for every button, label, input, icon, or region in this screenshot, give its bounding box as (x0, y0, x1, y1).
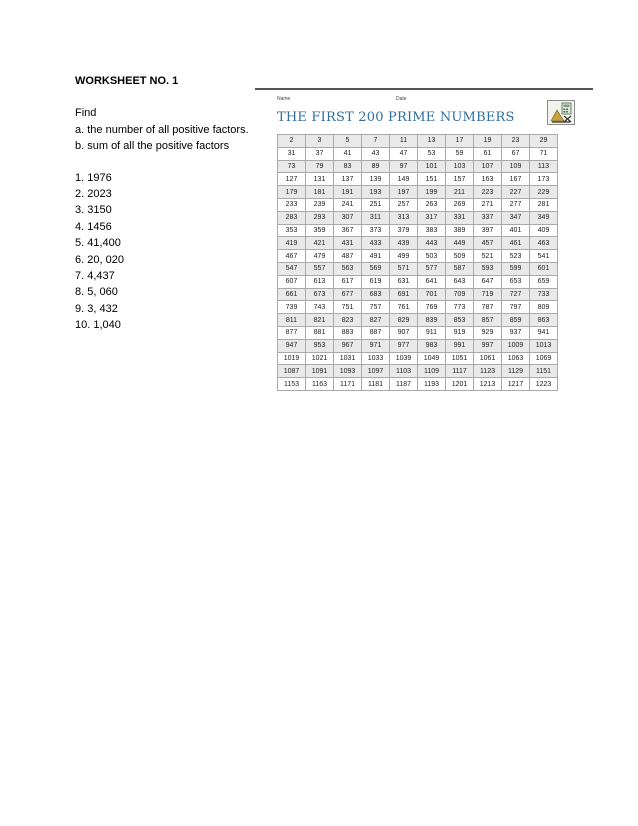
worksheet-title: WORKSHEET NO. 1 (75, 75, 179, 87)
prime-cell: 463 (530, 237, 558, 250)
prime-cell: 631 (390, 275, 418, 288)
prime-cell: 59 (446, 147, 474, 160)
prime-cell: 641 (418, 275, 446, 288)
prime-cell: 619 (362, 275, 390, 288)
prime-row (278, 147, 558, 160)
prime-cell: 173 (530, 173, 558, 186)
prime-cell: 373 (362, 224, 390, 237)
prime-cell: 751 (334, 301, 362, 314)
prime-row (278, 198, 558, 211)
prime-cell: 1051 (446, 352, 474, 365)
prime-cell: 101 (418, 160, 446, 173)
prime-cell: 347 (502, 211, 530, 224)
prime-cell: 719 (474, 288, 502, 301)
prime-cell: 601 (530, 262, 558, 275)
prime-cell: 397 (474, 224, 502, 237)
prime-cell: 881 (306, 326, 334, 339)
prime-cell: 281 (530, 198, 558, 211)
prime-cell: 971 (362, 339, 390, 352)
prime-row (278, 173, 558, 186)
prime-cell: 1201 (446, 378, 474, 391)
prime-cell: 89 (362, 160, 390, 173)
prime-cell: 113 (530, 160, 558, 173)
prime-cell: 941 (530, 326, 558, 339)
prime-cell: 1129 (502, 365, 530, 378)
prime-cell: 809 (530, 301, 558, 314)
prime-cell: 563 (334, 262, 362, 275)
prime-cell: 827 (362, 314, 390, 327)
prime-cell: 419 (278, 237, 306, 250)
prime-cell: 569 (362, 262, 390, 275)
prime-cell: 911 (418, 326, 446, 339)
prime-cell: 71 (530, 147, 558, 160)
prime-cell: 773 (446, 301, 474, 314)
prime-cell: 1039 (390, 352, 418, 365)
prime-numbers-table (277, 134, 558, 391)
prime-cell: 433 (362, 237, 390, 250)
prime-row (278, 339, 558, 352)
prime-row (278, 378, 558, 391)
prime-cell: 193 (362, 186, 390, 199)
prime-cell: 37 (306, 147, 334, 160)
prime-cell: 743 (306, 301, 334, 314)
prime-cell: 701 (418, 288, 446, 301)
prime-cell: 953 (306, 339, 334, 352)
prime-cell: 47 (390, 147, 418, 160)
prime-cell: 797 (502, 301, 530, 314)
prime-cell: 1117 (446, 365, 474, 378)
prime-row (278, 288, 558, 301)
prime-cell: 557 (306, 262, 334, 275)
prime-cell: 877 (278, 326, 306, 339)
prime-cell: 1013 (530, 339, 558, 352)
problem-item: 4. 1456 (75, 220, 112, 233)
prime-cell: 139 (362, 173, 390, 186)
instruction-line: b. sum of all the positive factors (75, 140, 230, 153)
prime-cell: 1109 (418, 365, 446, 378)
prime-cell: 19 (474, 135, 502, 148)
prime-cell: 479 (306, 250, 334, 263)
prime-cell: 997 (474, 339, 502, 352)
prime-cell: 149 (390, 173, 418, 186)
problem-item: 9. 3, 432 (75, 302, 118, 315)
prime-cell: 401 (502, 224, 530, 237)
prime-cell: 7 (362, 135, 390, 148)
prime-cell: 887 (362, 326, 390, 339)
prime-row (278, 262, 558, 275)
prime-cell: 41 (334, 147, 362, 160)
prime-cell: 653 (502, 275, 530, 288)
prime-cell: 337 (474, 211, 502, 224)
prime-cell: 389 (446, 224, 474, 237)
prime-cell: 103 (446, 160, 474, 173)
prime-cell: 587 (446, 262, 474, 275)
prime-cell: 541 (530, 250, 558, 263)
prime-cell: 97 (390, 160, 418, 173)
prime-cell: 191 (334, 186, 362, 199)
prime-cell: 61 (474, 147, 502, 160)
prime-cell: 239 (306, 198, 334, 211)
prime-cell: 317 (418, 211, 446, 224)
instructions (75, 105, 260, 154)
prime-cell: 1097 (362, 365, 390, 378)
prime-cell: 967 (334, 339, 362, 352)
prime-cell: 229 (530, 186, 558, 199)
prime-cell: 359 (306, 224, 334, 237)
prime-cell: 179 (278, 186, 306, 199)
prime-cell: 863 (530, 314, 558, 327)
prime-cell: 919 (446, 326, 474, 339)
prime-cell: 31 (278, 147, 306, 160)
prime-cell: 643 (446, 275, 474, 288)
prime-cell: 1049 (418, 352, 446, 365)
prime-cell: 163 (474, 173, 502, 186)
prime-cell: 647 (474, 275, 502, 288)
prime-cell: 739 (278, 301, 306, 314)
prime-row (278, 301, 558, 314)
problem-item: 3. 3150 (75, 204, 112, 217)
prime-row (278, 237, 558, 250)
prime-cell: 251 (362, 198, 390, 211)
prime-cell: 53 (418, 147, 446, 160)
prime-cell: 487 (334, 250, 362, 263)
prime-cell: 947 (278, 339, 306, 352)
prime-cell: 2 (278, 135, 306, 148)
prime-cell: 13 (418, 135, 446, 148)
prime-cell: 127 (278, 173, 306, 186)
prime-cell: 1063 (502, 352, 530, 365)
prime-row (278, 211, 558, 224)
date-label: Date (396, 96, 407, 102)
prime-cell: 1181 (362, 378, 390, 391)
prime-cell: 23 (502, 135, 530, 148)
prime-cell: 73 (278, 160, 306, 173)
prime-cell: 757 (362, 301, 390, 314)
prime-cell: 283 (278, 211, 306, 224)
prime-cell: 137 (334, 173, 362, 186)
prime-row (278, 135, 558, 148)
prime-row (278, 365, 558, 378)
prime-cell: 1193 (418, 378, 446, 391)
problem-item: 6. 20, 020 (75, 253, 124, 266)
prime-cell: 599 (502, 262, 530, 275)
prime-cell: 977 (390, 339, 418, 352)
prime-cell: 983 (418, 339, 446, 352)
prime-cell: 853 (446, 314, 474, 327)
prime-cell: 859 (502, 314, 530, 327)
prime-cell: 523 (502, 250, 530, 263)
prime-cell: 673 (306, 288, 334, 301)
prime-row (278, 275, 558, 288)
prime-cell: 787 (474, 301, 502, 314)
prime-cell: 199 (418, 186, 446, 199)
prime-cell: 431 (334, 237, 362, 250)
prime-cell: 349 (530, 211, 558, 224)
prime-cell: 1151 (530, 365, 558, 378)
prime-cell: 421 (306, 237, 334, 250)
prime-cell: 709 (446, 288, 474, 301)
prime-cell: 677 (334, 288, 362, 301)
prime-cell: 167 (502, 173, 530, 186)
prime-cell: 1061 (474, 352, 502, 365)
prime-cell: 991 (446, 339, 474, 352)
worksheet-panel (75, 73, 260, 334)
prime-cell: 857 (474, 314, 502, 327)
prime-cell: 11 (390, 135, 418, 148)
prime-cell: 1093 (334, 365, 362, 378)
name-date-fields (277, 96, 577, 102)
prime-cell: 277 (502, 198, 530, 211)
prime-cell: 379 (390, 224, 418, 237)
instruction-line: a. the number of all positive factors. (75, 123, 249, 136)
prime-cell: 499 (390, 250, 418, 263)
prime-cell: 547 (278, 262, 306, 275)
prime-cell: 353 (278, 224, 306, 237)
prime-cell: 883 (334, 326, 362, 339)
calculator-logo-icon (547, 100, 575, 125)
prime-cell: 1033 (362, 352, 390, 365)
prime-cell: 617 (334, 275, 362, 288)
prime-cell: 733 (530, 288, 558, 301)
prime-cell: 769 (418, 301, 446, 314)
prime-cell: 929 (474, 326, 502, 339)
prime-cell: 1163 (306, 378, 334, 391)
prime-cell: 409 (530, 224, 558, 237)
problem-item: 10. 1,040 (75, 319, 121, 332)
prime-cell: 659 (530, 275, 558, 288)
prime-cell: 3 (306, 135, 334, 148)
prime-row (278, 314, 558, 327)
prime-cell: 1031 (334, 352, 362, 365)
prime-cell: 227 (502, 186, 530, 199)
prime-cell: 571 (390, 262, 418, 275)
problem-item: 2. 2023 (75, 188, 112, 201)
prime-cell: 197 (390, 186, 418, 199)
prime-cell: 937 (502, 326, 530, 339)
prime-cell: 1223 (530, 378, 558, 391)
prime-cell: 683 (362, 288, 390, 301)
prime-cell: 1217 (502, 378, 530, 391)
prime-cell: 607 (278, 275, 306, 288)
prime-cell: 503 (418, 250, 446, 263)
problem-item: 8. 5, 060 (75, 286, 118, 299)
prime-cell: 1171 (334, 378, 362, 391)
prime-cell: 461 (502, 237, 530, 250)
prime-cell: 823 (334, 314, 362, 327)
prime-cell: 613 (306, 275, 334, 288)
prime-row (278, 160, 558, 173)
problem-list (75, 170, 260, 334)
prime-cell: 271 (474, 198, 502, 211)
prime-cell: 311 (362, 211, 390, 224)
prime-row (278, 352, 558, 365)
prime-cell: 1021 (306, 352, 334, 365)
prime-cell: 79 (306, 160, 334, 173)
instruction-line: Find (75, 107, 97, 120)
prime-cell: 439 (390, 237, 418, 250)
prime-cell: 223 (474, 186, 502, 199)
prime-cell: 5 (334, 135, 362, 148)
prime-cell: 293 (306, 211, 334, 224)
prime-cell: 131 (306, 173, 334, 186)
problem-item: 1. 1976 (75, 171, 112, 184)
prime-cell: 661 (278, 288, 306, 301)
prime-cell: 43 (362, 147, 390, 160)
prime-cell: 241 (334, 198, 362, 211)
prime-cell: 29 (530, 135, 558, 148)
prime-cell: 313 (390, 211, 418, 224)
prime-cell: 761 (390, 301, 418, 314)
prime-row (278, 224, 558, 237)
prime-sheet-title: THE FIRST 200 PRIME NUMBERS (277, 110, 515, 125)
prime-cell: 821 (306, 314, 334, 327)
prime-cell: 211 (446, 186, 474, 199)
prime-cell: 1213 (474, 378, 502, 391)
prime-cell: 491 (362, 250, 390, 263)
prime-cell: 17 (446, 135, 474, 148)
prime-cell: 509 (446, 250, 474, 263)
prime-cell: 1069 (530, 352, 558, 365)
header-rule (255, 88, 593, 90)
prime-cell: 449 (446, 237, 474, 250)
prime-cell: 269 (446, 198, 474, 211)
prime-cell: 1123 (474, 365, 502, 378)
prime-cell: 691 (390, 288, 418, 301)
prime-cell: 443 (418, 237, 446, 250)
prime-cell: 367 (334, 224, 362, 237)
prime-cell: 1087 (278, 365, 306, 378)
prime-cell: 811 (278, 314, 306, 327)
prime-cell: 467 (278, 250, 306, 263)
prime-cell: 1009 (502, 339, 530, 352)
prime-cell: 263 (418, 198, 446, 211)
prime-cell: 727 (502, 288, 530, 301)
prime-cell: 1153 (278, 378, 306, 391)
prime-cell: 1091 (306, 365, 334, 378)
prime-cell: 109 (502, 160, 530, 173)
prime-cell: 577 (418, 262, 446, 275)
prime-cell: 107 (474, 160, 502, 173)
prime-row (278, 186, 558, 199)
prime-row (278, 250, 558, 263)
prime-cell: 151 (418, 173, 446, 186)
prime-cell: 257 (390, 198, 418, 211)
prime-cell: 1187 (390, 378, 418, 391)
prime-cell: 383 (418, 224, 446, 237)
prime-cell: 839 (418, 314, 446, 327)
prime-cell: 1103 (390, 365, 418, 378)
prime-cell: 181 (306, 186, 334, 199)
prime-cell: 521 (474, 250, 502, 263)
prime-row (278, 326, 558, 339)
prime-cell: 331 (446, 211, 474, 224)
prime-cell: 457 (474, 237, 502, 250)
name-label: Name (277, 96, 291, 102)
problem-item: 7. 4,437 (75, 270, 115, 283)
prime-cell: 829 (390, 314, 418, 327)
prime-cell: 1019 (278, 352, 306, 365)
prime-cell: 307 (334, 211, 362, 224)
problem-item: 5. 41,400 (75, 237, 121, 250)
prime-cell: 157 (446, 173, 474, 186)
prime-cell: 83 (334, 160, 362, 173)
prime-cell: 593 (474, 262, 502, 275)
prime-cell: 67 (502, 147, 530, 160)
prime-cell: 907 (390, 326, 418, 339)
prime-cell: 233 (278, 198, 306, 211)
